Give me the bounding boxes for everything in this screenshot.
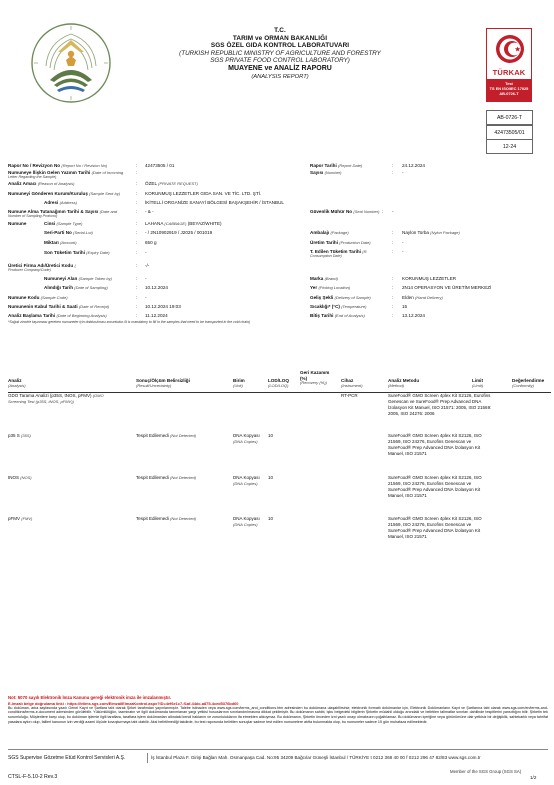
seal-value: - bbox=[392, 209, 394, 214]
sampler-label: Numuneyi Alan (Sample Taken by) bbox=[44, 276, 112, 281]
sampling-date-value: 10.12.2024 bbox=[145, 285, 168, 290]
result-row-1-method: SureFood® GMO Screen 4plex Kit S2126, ISO 21569, ISO 24276, Eurofins Genescan ve SureFood® Prep Advanced DNA İzolasyon Kit Manuel, ISO 21571 bbox=[388, 433, 482, 456]
col-result: Sonuç/Ölçüm Belirsizliği (Result/Uncertainty) bbox=[136, 378, 190, 388]
footer-company: SGS Supervise Gözetme Etüd Kontrol Servisleri A.Ş. bbox=[8, 755, 126, 761]
protocol-value: - & - bbox=[145, 209, 154, 214]
cold-chain-footnote: *Soğuk zincirle taşınması gereken numuneler için doldurulması zorunludur./It is mandatory to fill in the samples that need to be transported in the cold chain) bbox=[8, 320, 251, 324]
result-row-1-result: Tespit Edilemedi (Not Detected) bbox=[136, 433, 197, 438]
result-row-2-method: SureFood® GMO Screen 4plex Kit S2126, ISO 21569, ISO 24276, Eurofins Genescan ve SureFood® Prep Advanced DNA İzolasyon Kit Manuel, ISO 21571 bbox=[388, 475, 482, 498]
amount-value: 650 g bbox=[145, 240, 157, 245]
ref-box-date: 12-24 bbox=[486, 139, 533, 154]
start-date-label: Analiz Başlama Tarihi (Date of Beginning Analysis) bbox=[8, 313, 107, 318]
sampler-value: - bbox=[145, 276, 147, 281]
packaging-value: Naylon Torba (Nylon Package) bbox=[402, 230, 460, 235]
producer-label: Üretici Firma Adı/Üretici Kodu ( bbox=[8, 263, 76, 268]
footer-member: Member of the SGS Group (SGS SA) bbox=[450, 769, 522, 774]
result-row-3-result: Tespit Edilemedi (Not Detected) bbox=[136, 516, 197, 521]
col-analysis: Analiz (Analysis) bbox=[8, 378, 26, 388]
col-recovery: Geri Kazanım (%) (Recovery (%)) bbox=[300, 370, 330, 385]
accreditation-standard: TS EN ISO/IEC 17025 bbox=[489, 86, 529, 92]
report-date-value: 24.12.2024 bbox=[402, 163, 425, 168]
delivery-value: Elden (Hand Delivery) bbox=[402, 295, 443, 300]
report-no-value: 42473505 / 01 bbox=[145, 163, 175, 168]
place-value: 2N14 OPERASYON VE ÜRETİM MERKEZİ bbox=[402, 285, 492, 290]
temperature-label: Sıcaklığı* (°C) (Temperature) bbox=[310, 304, 367, 309]
accreditation-test: Test bbox=[505, 81, 513, 86]
footer-separator bbox=[147, 753, 148, 763]
amount-label: Miktarı (Amount) bbox=[44, 240, 77, 245]
ministry-logo bbox=[30, 22, 112, 104]
col-lod-loq: LOD/LOQ (LOD/LOQ) bbox=[268, 378, 289, 388]
result-row-2-analysis: tNOS (NOS) bbox=[8, 475, 32, 480]
result-row-3-analysis: pFMV (FMV) bbox=[8, 516, 33, 521]
accreditation-code: AB-0726-T bbox=[499, 91, 519, 97]
lot-value: - / 2N10902919 / J2025 / 001019 bbox=[145, 230, 213, 235]
report-header bbox=[120, 27, 440, 81]
esign-notice: Not: 5070 sayılı Elektronik İmza Kanunu gereği elektronik imza ile imzalanmıştır. bbox=[8, 695, 172, 700]
turkak-emblem-icon bbox=[487, 29, 533, 69]
consumption-date-label: T. Edilen Tüketim Tarihi (R. bbox=[310, 249, 368, 254]
sample-type-value: LAHANA (CABBAGE) (BEYAZ/WHITE) bbox=[145, 221, 222, 226]
production-date-value: - bbox=[402, 240, 404, 245]
page-number: 1/2 bbox=[530, 775, 537, 780]
result-row-3-unit: DNA Kopyası (DNA Copies) bbox=[233, 516, 260, 527]
col-conformity: Değerlendirme (Conformity) bbox=[512, 378, 545, 388]
edoc-verification-link[interactable]: E-imzalı belge doğrulama linki : https://trlims.sgs.com/EimzaliEimzaKontrol.aspx?ID=4ef6e1c7-f1af-44dc-a875-4ced5376bd60 bbox=[8, 700, 239, 706]
col-instrument: Cihaz (Instrument) bbox=[341, 378, 363, 388]
number-label: Sayısı (Number) bbox=[310, 170, 342, 175]
start-date-value: 11.12.2024 bbox=[145, 313, 168, 318]
end-date-label: Bitiş Tarihi (End of Analysis) bbox=[310, 313, 365, 318]
ref-box-accreditation: AB-0726-T bbox=[486, 110, 533, 125]
request-letter-label-en: Letter Regarding the Sample) bbox=[8, 175, 57, 179]
receipt-label: Numunenin Kabul Tarihi & Saati (Date of Receipt) bbox=[8, 304, 110, 309]
result-row-2-lod: 10 bbox=[268, 475, 274, 480]
result-row-2-unit: DNA Kopyası (DNA Copies) bbox=[233, 475, 260, 486]
expiry-date-value: - bbox=[145, 250, 147, 255]
protocol-label: Numune Alma Tutanağının Tarihi & Sayısı (Date and bbox=[8, 209, 118, 214]
receipt-value: 10.12.2024 19:03 bbox=[145, 304, 181, 309]
result-row-0-analysis: GDO Tarama Analizi (p35S, tNOS, pFMV) (GMO Screening Test (p35S, tNOS, pFMV)) bbox=[8, 393, 104, 404]
result-row-3-method: SureFood® GMO Screen 4plex Kit S2126, ISO 21569, ISO 24276, Eurofins Genescan ve SureFood® Prep Advanced DNA İzolasyon Kit Manuel, ISO 21571 bbox=[388, 516, 482, 539]
production-date-label: Üretim Tarihi (Production Date) bbox=[310, 240, 371, 245]
header-lab: SGS ÖZEL GIDA KONTROL LABORATUVARI bbox=[210, 42, 350, 50]
seal-label: Güvenlik Mühür No (Seal Number) bbox=[310, 209, 380, 214]
address-label: Adresi (Address) bbox=[44, 200, 77, 205]
accreditation-details bbox=[487, 79, 531, 102]
report-title-en: (ANALYSIS REPORT) bbox=[251, 73, 309, 80]
sender-value: KORUNMUŞ LEZZETLER GIDA SAN. VE TİC. LTD. ŞTİ. bbox=[145, 191, 262, 196]
legal-text: Bu doküman, arka sayfasında yazılı Genel Kayıt ve Şartlara tabi olarak Şirket tarafından yayınlanmıştır. Talebe istinaden veya www.sgs.com/terms_and_conditions.htm adresinden bu dokümana ulaşabilirsiniz; elektronik formatlı dokümanlar için, Elektronik Dokümanların Kayıt ve Şartlarına tabi olarak www.sgs.com/en/terms-and-conditions/terms-e-document adresinden görülebilir. Yükümlülüğün, tazminatın ve ilgili dokümanda tanımlanan yargı yetkisi hususlarının sınırlandırılmasına dikkat çekilmiştir. Bu dokümanın sahibi, işbu belgedeki bilgilerin Şirketin müdahil olduğu anındaki ve belirtilen talimatlar sınırları dahilinde tespitlerini yansıttığını bilir. Şirketin tek sorumluluğu, Müşterilere karşı olup, bu doküman işlemle ilgili taraflara, taraflara işlem dokümanları altındaki kendi haklarını ve zorunluluklarını ifa etmekten alıkoymaz. Bu dokümanın, Şirketin önceden izni yazılı onayı olmaksızın çoğaltılamaz. Bu dokümanın içeriğine veya görünümüne dair yetkisiz bir değişiklik, sahtekarlık veya tahrifat yasalara aykırı olup, failleri kanunun izin verdiği azami ölçüde kovuşturmaya tabi olabilir. Aksi belirtilmediği takdirde, bu test raporunda belirtilen sonuçlar sadece test edilen numunelere atıfta bulunmakta olup, bu numuneler sadece 15 gün muhafaza edilmektedir. bbox=[8, 705, 548, 724]
accreditation-reference-boxes bbox=[486, 111, 533, 154]
address-value: İKİTELLİ ORGANİZE SANAYİ BÖLGESİ BAŞAKŞEHİR / İSTANBUL bbox=[145, 200, 284, 205]
brand-value: KORUNMUŞ LEZZETLER bbox=[402, 276, 457, 281]
consumption-date-label-en: Consumption Date) bbox=[310, 254, 342, 258]
result-row-3-lod: 10 bbox=[268, 516, 274, 521]
sample-code-label: Numune Kodu (Sample Code) bbox=[8, 295, 68, 300]
protocol-label-en: Number of Sampling Protocol) bbox=[8, 214, 58, 218]
col-limit: Limit (Limit) bbox=[472, 378, 484, 388]
footer-divider bbox=[8, 749, 548, 750]
result-row-0-method: SureFood® GMO Screen 4plex Kit S2126, Eurofins Genescan ve SureFood® Prep Advanced DNA İzolasyon Kit Manuel, ISO 21571: 2005, ISO 21569: 2005, ISO 24276: 2006 bbox=[388, 393, 492, 416]
temperature-value: 15 bbox=[402, 304, 408, 309]
turkak-accreditation-badge bbox=[486, 28, 532, 102]
packaging-label: Ambalajı (Package) bbox=[310, 230, 349, 235]
sample-label: Numune bbox=[8, 221, 27, 226]
consumption-date-value: - bbox=[402, 249, 404, 254]
report-no-label: Rapor No / Revizyon No (Report No / Revision No) bbox=[8, 163, 108, 168]
header-ministry: TARIM ve ORMAN BAKANLIĞI bbox=[232, 34, 328, 42]
producer-value: -/- bbox=[145, 263, 150, 268]
sender-label: Numuneyi Gönderen Kurum/Kuruluş (Sample Sent by) bbox=[8, 191, 121, 196]
expiry-date-label: Son Tüketim Tarihi (Expiry Date) bbox=[44, 250, 110, 255]
result-row-1-lod: 10 bbox=[268, 433, 274, 438]
report-date-label: Rapor Tarihi (Report Date) bbox=[310, 163, 363, 168]
result-row-1-analysis: p35 S (35S) bbox=[8, 433, 31, 438]
producer-label-en: Producer Company/Code) bbox=[8, 268, 51, 272]
result-row-2-result: Tespit Edilemedi (Not Detected) bbox=[136, 475, 197, 480]
document-code: CTSL-F-5.10-2 Rev.3 bbox=[8, 774, 58, 780]
col-method: Analiz Metodu (Method) bbox=[388, 378, 420, 388]
purpose-value: ÖZEL (PRIVATE REQUEST) bbox=[145, 181, 198, 186]
number-value: - bbox=[402, 170, 404, 175]
sampling-date-label: Alındığı Tarih (Date of Sampling) bbox=[44, 285, 108, 290]
place-label: Yer (Picking Location) bbox=[310, 285, 351, 290]
request-letter-label: Numuneye İlişkin Gelen Yazının Tarihi (Date of Incoming bbox=[8, 170, 124, 175]
header-ministry-en: (TURKISH REPUBLIC MINISTRY OF AGRICULTURE AND FORESTRY bbox=[179, 49, 381, 57]
purpose-label: Analiz Amacı (Reason of Analysis) bbox=[8, 181, 75, 186]
sample-code-value: - bbox=[145, 295, 147, 300]
footer-address: İş İstanbul Plaza F. Girişi Bağları Mah. Osmanpaşa Cad. No:95 34209 Bağcılar Güneşli İstanbul / TÜRKİYE t 0212 368 40 00 f 0212 296 47 82/83 www.sgs.com.tr bbox=[151, 755, 481, 760]
ref-box-report-number: 42473505/01 bbox=[486, 125, 533, 140]
result-row-0-instrument: RT-PCR bbox=[341, 393, 358, 398]
sample-type-label: Cinsi (Sample Type) bbox=[44, 221, 83, 226]
header-tc: T.C. bbox=[274, 27, 286, 34]
turkak-brand: TÜRKAK bbox=[492, 68, 526, 77]
end-date-value: 13.12.2024 bbox=[402, 313, 425, 318]
result-row-1-unit: DNA Kopyası (DNA Copies) bbox=[233, 433, 260, 444]
delivery-label: Geliş Şekli (Delivery of Sample) bbox=[310, 295, 371, 300]
report-title: MUAYENE ve ANALİZ RAPORU bbox=[228, 65, 332, 73]
legal-disclaimer bbox=[8, 695, 548, 725]
brand-label: Marka (Brand) bbox=[310, 276, 338, 281]
lot-label: Seri-Parti No (Serial-Lot) bbox=[44, 230, 93, 235]
header-lab-en: SGS PRIVATE FOOD CONTROL LABORATORY) bbox=[210, 57, 350, 65]
col-unit: Birim (Unit) bbox=[233, 378, 245, 388]
